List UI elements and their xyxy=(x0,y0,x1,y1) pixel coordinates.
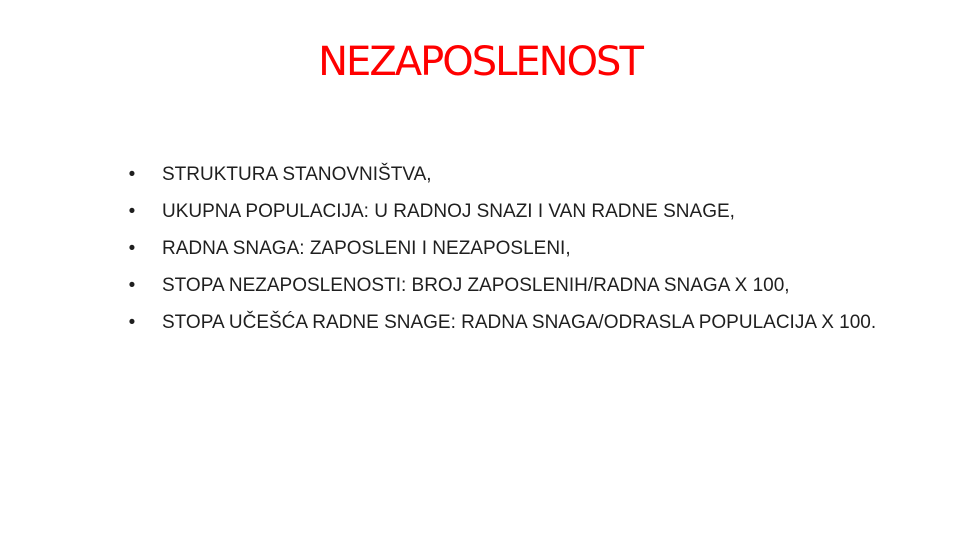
list-item-text: STOPA UČEŠĆA RADNE SNAGE: RADNA SNAGA/ODRASLA POPULACIJA X 100. xyxy=(162,312,877,333)
list-item-text: RADNA SNAGA: ZAPOSLENI I NEZAPOSLENI, xyxy=(162,238,571,259)
list-item xyxy=(126,164,886,186)
list-item-text: UKUPNA POPULACIJA: U RADNOJ SNAZI I VAN RADNE SNAGE, xyxy=(162,201,735,222)
list-item xyxy=(126,312,886,334)
bullet-icon: • xyxy=(128,201,136,222)
bullet-icon: • xyxy=(128,275,136,296)
bullet-icon: • xyxy=(128,312,136,333)
list-item xyxy=(126,275,886,297)
bullet-icon: • xyxy=(128,164,136,185)
list-item xyxy=(126,201,886,223)
slide-title: NEZAPOSLENOST xyxy=(318,39,642,85)
list-item-text: STRUKTURA STANOVNIŠTVA, xyxy=(162,164,432,185)
list-item xyxy=(126,238,886,260)
bullet-icon: • xyxy=(128,238,136,259)
list-item-text: STOPA NEZAPOSLENOSTI: BROJ ZAPOSLENIH/RADNA SNAGA X 100, xyxy=(162,275,790,296)
bullet-list xyxy=(126,164,886,349)
